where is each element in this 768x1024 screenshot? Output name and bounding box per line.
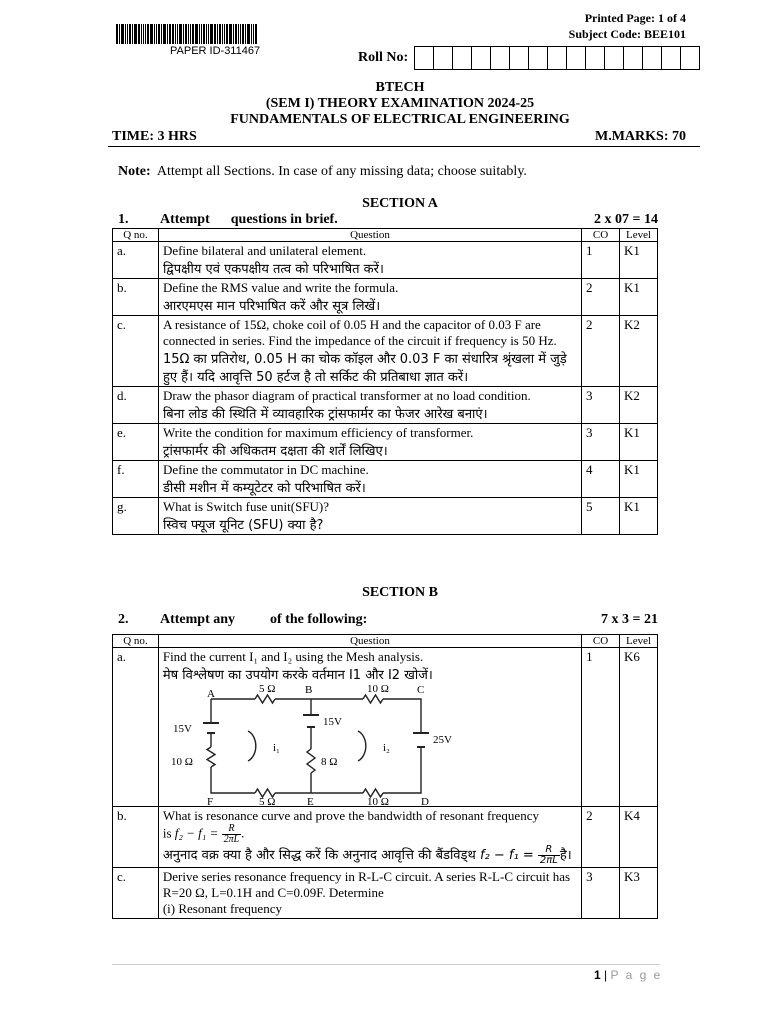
roll-label: Roll No: xyxy=(358,50,409,65)
roll-digit-box[interactable] xyxy=(472,46,491,70)
formula-fraction-hi xyxy=(538,845,560,866)
table-header-row xyxy=(113,229,658,242)
question-english: Define bilateral and unilateral element. xyxy=(162,243,367,258)
note-text: Attempt all Sections. In case of any missing data; choose suitably. xyxy=(156,164,527,179)
level-value: K1 xyxy=(619,498,657,535)
header-question: Question xyxy=(158,635,581,648)
roll-digit-box[interactable] xyxy=(529,46,548,70)
question-text xyxy=(158,461,581,498)
question-hindi: बिना लोड की स्थिति में व्यावहारिक ट्रांसफार्मर का फेजर आरेख बनाएं। xyxy=(162,407,488,422)
label-v2: 15V xyxy=(322,716,342,728)
printed-page: Printed Page: 1 of 4 xyxy=(584,11,686,25)
section-b-instruction: Attempt any of the following: xyxy=(160,612,368,627)
label-i2: i₂ xyxy=(382,742,390,754)
roll-digit-box[interactable] xyxy=(548,46,567,70)
table-row xyxy=(113,868,658,919)
co-value: 2 xyxy=(582,807,620,868)
node-c: C xyxy=(416,685,425,696)
header-question: Question xyxy=(158,229,581,242)
table-header-row xyxy=(113,635,658,648)
paper-id: PAPER ID-311467 xyxy=(170,45,261,57)
frac-numerator: R xyxy=(222,824,242,835)
table-row xyxy=(113,461,658,498)
label-r-be: 8 Ω xyxy=(320,756,338,768)
section-b-heading: SECTION B xyxy=(362,585,438,600)
roll-digit-box[interactable] xyxy=(624,46,643,70)
question-text xyxy=(158,242,581,279)
question-number: c. xyxy=(113,868,159,919)
roll-digit-box[interactable] xyxy=(453,46,472,70)
label-r-fe: 5 Ω xyxy=(258,796,276,805)
note xyxy=(118,164,527,180)
node-f: F xyxy=(206,796,213,805)
section-a-heading: SECTION A xyxy=(362,196,438,211)
page-footer xyxy=(594,968,662,982)
node-b: B xyxy=(304,685,313,696)
header-qno: Q no. xyxy=(113,229,159,242)
note-label: Note: xyxy=(118,164,151,179)
co-value: 3 xyxy=(582,868,620,919)
footer-sep: | xyxy=(600,968,611,982)
max-marks: M.MARKS: 70 xyxy=(595,129,686,144)
co-value: 4 xyxy=(582,461,620,498)
label-v1: 15V xyxy=(172,723,192,735)
question-hindi: द्विपक्षीय एवं एकपक्षीय तत्व को परिभाषित करें। xyxy=(162,262,384,277)
level-value: K4 xyxy=(620,807,658,868)
page-label: P a g e xyxy=(610,968,663,982)
table-row xyxy=(113,316,658,387)
roll-digit-box[interactable] xyxy=(586,46,605,70)
question-english: Write the condition for maximum efficiency of transformer. xyxy=(162,425,474,440)
question-text xyxy=(158,498,581,535)
header-level: Level xyxy=(619,229,657,242)
node-e: E xyxy=(306,796,314,805)
table-row xyxy=(113,279,658,316)
section-a-marks: 2 x 07 = 14 xyxy=(594,212,658,227)
question-english: Define the commutator in DC machine. xyxy=(162,462,369,477)
roll-digit-box[interactable] xyxy=(643,46,662,70)
bandwidth-formula: f₂ − f₁ = xyxy=(174,825,219,841)
roll-boxes xyxy=(414,46,700,70)
co-value: 5 xyxy=(582,498,620,535)
frac-numerator: R xyxy=(538,845,560,856)
header-qno: Q no. xyxy=(113,635,159,648)
question-number: c. xyxy=(113,316,159,387)
co-value: 3 xyxy=(582,387,620,424)
label-r-af: 10 Ω xyxy=(170,756,193,768)
header-level: Level xyxy=(620,635,658,648)
level-value: K1 xyxy=(619,461,657,498)
subject-title: FUNDAMENTALS OF ELECTRICAL ENGINEERING xyxy=(230,112,570,127)
question-hindi xyxy=(163,845,577,866)
roll-digit-box[interactable] xyxy=(567,46,586,70)
roll-digit-box[interactable] xyxy=(662,46,681,70)
roll-digit-box[interactable] xyxy=(681,46,700,70)
level-value: K6 xyxy=(620,648,658,807)
section-a-table xyxy=(112,228,658,535)
co-value: 1 xyxy=(582,648,620,807)
table-row xyxy=(113,807,658,868)
question-text xyxy=(158,424,581,461)
roll-digit-box[interactable] xyxy=(434,46,453,70)
question-number: b. xyxy=(113,807,159,868)
question-english-cont: (i) Resonant frequency xyxy=(162,901,282,916)
question-english: What is Switch fuse unit(SFU)? xyxy=(162,499,330,514)
question-english: Draw the phasor diagram of practical transformer at no load condition. xyxy=(162,388,531,403)
level-value: K3 xyxy=(620,868,658,919)
question-number: d. xyxy=(113,387,159,424)
section-b-table xyxy=(112,634,658,919)
formula-fraction xyxy=(222,824,242,845)
section-b-number: 2. xyxy=(118,612,129,627)
question-number: a. xyxy=(113,242,159,279)
exam-title: (SEM I) THEORY EXAMINATION 2024-25 xyxy=(265,96,535,111)
node-d: D xyxy=(420,796,429,805)
question-english: What is resonance curve and prove the bandwidth of resonant frequency xyxy=(162,808,539,823)
label-v3: 25V xyxy=(432,734,452,746)
question-hindi-text: अनुनाद वक्र क्या है और सिद्ध करें कि अनुनाद आवृत्ति की बैंडविड्थ xyxy=(162,848,476,863)
label-i1: i₁ xyxy=(272,742,280,754)
question-text xyxy=(158,279,581,316)
bandwidth-formula-hi: f₂ − f₁ = xyxy=(479,848,534,863)
table-row xyxy=(113,498,658,535)
question-number: b. xyxy=(113,279,159,316)
question-text xyxy=(158,648,581,807)
level-value: K1 xyxy=(619,424,657,461)
question-text xyxy=(158,868,581,919)
mesh-circuit-diagram xyxy=(163,685,463,805)
question-text xyxy=(158,316,581,387)
roll-digit-box[interactable] xyxy=(510,46,529,70)
roll-number-field xyxy=(358,46,700,70)
question-hindi: मेष विश्लेषण का उपयोग करके वर्तमान I1 और I2 खोजें। xyxy=(162,668,433,683)
co-value: 2 xyxy=(582,279,620,316)
question-text xyxy=(158,807,581,868)
co-value: 1 xyxy=(582,242,620,279)
question-hindi: ट्रांसफार्मर की अधिकतम दक्षता की शर्तें लिखिए। xyxy=(162,444,388,459)
question-number: g. xyxy=(113,498,159,535)
subject-code: Subject Code: BEE101 xyxy=(568,27,686,41)
question-number: e. xyxy=(113,424,159,461)
question-english-cont: is xyxy=(162,825,172,841)
question-english: A resistance of 15Ω, choke coil of 0.05 H and the capacitor of 0.03 F are connected in series. Find the impedance of the circuit if frequency is 50 Hz. xyxy=(162,317,557,348)
question-hindi: 15Ω का प्रतिरोध, 0.05 H का चोक कॉइल और 0.03 F का संधारित्र श्रृंखला में जुड़े हुए हैं। यदि आवृत्ति 50 हर्टज है तो सर्किट की प्रतिबाधा ज्ञात करें। xyxy=(162,352,567,385)
printed-page-info xyxy=(569,10,686,42)
question-english: Find the current I₁ and I₂ using the Mesh analysis. xyxy=(162,649,424,664)
question-number: f. xyxy=(113,461,159,498)
section-b-marks: 7 x 3 = 21 xyxy=(601,612,658,627)
question-text xyxy=(158,387,581,424)
question-formula-line: is f₂ − f₁ = $\frac{R}{2\pi L}$ . xyxy=(162,823,245,845)
level-value: K2 xyxy=(619,387,657,424)
label-r-bc: 10 Ω xyxy=(366,685,389,695)
question-hindi: स्विच फ्यूज यूनिट (SFU) क्या है? xyxy=(162,518,324,533)
node-a: A xyxy=(206,688,215,700)
table-row xyxy=(113,648,658,807)
question-english: Define the RMS value and write the formula. xyxy=(162,280,399,295)
section-a-instruction: Attempt questions in brief. xyxy=(160,212,338,227)
roll-digit-box[interactable] xyxy=(415,46,434,70)
co-value: 3 xyxy=(582,424,620,461)
co-value: 2 xyxy=(582,316,620,387)
question-english: Derive series resonance frequency in R-L-C circuit. A series R-L-C circuit has R=20 Ω, L=0.1H and C=0.09F. Determine xyxy=(162,869,571,900)
course-title: BTECH xyxy=(375,80,425,95)
frac-denominator: 2πL xyxy=(223,834,240,845)
header-co: CO xyxy=(582,635,620,648)
level-value: K2 xyxy=(619,316,657,387)
barcode xyxy=(116,24,292,44)
table-row xyxy=(113,242,658,279)
label-r-ed: 10 Ω xyxy=(366,796,389,805)
page-number: 1 xyxy=(594,968,601,982)
level-value: K1 xyxy=(619,279,657,316)
table-row xyxy=(113,424,658,461)
roll-digit-box[interactable] xyxy=(491,46,510,70)
exam-time: TIME: 3 HRS xyxy=(112,129,197,144)
level-value: K1 xyxy=(619,242,657,279)
question-hindi-tail: है। xyxy=(559,848,572,863)
question-hindi: आरएमएस मान परिभाषित करें और सूत्र लिखें। xyxy=(162,299,381,314)
label-r-ab: 5 Ω xyxy=(258,685,276,695)
footer-divider xyxy=(112,964,660,965)
table-row xyxy=(113,387,658,424)
roll-digit-box[interactable] xyxy=(605,46,624,70)
header-co: CO xyxy=(582,229,620,242)
title-divider xyxy=(108,146,700,147)
section-a-number: 1. xyxy=(118,212,129,227)
frac-denominator: 2πL xyxy=(539,855,558,866)
question-number: a. xyxy=(113,648,159,807)
question-hindi: डीसी मशीन में कम्यूटेटर को परिभाषित करें। xyxy=(162,481,366,496)
